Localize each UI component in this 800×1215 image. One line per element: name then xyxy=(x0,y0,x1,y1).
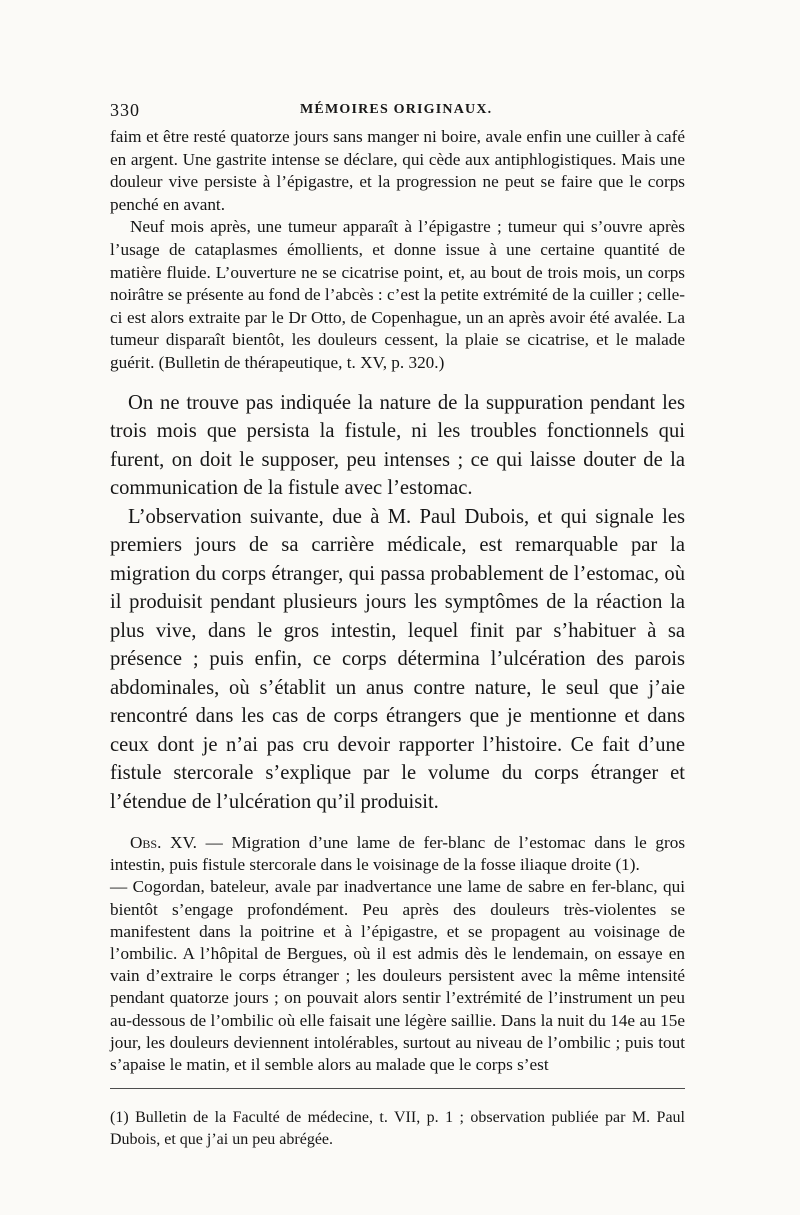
main-text-block xyxy=(110,389,685,817)
paragraph-observation-intro: L’observation suivante, due à M. Paul Dubois, et qui signale les premiers jours de sa carrière médicale, est remarquable par la migration du corps étranger, qui passa probablement de l’estomac, où il produisit pendant plusieurs jours les symptômes de la réaction la plus vive, dans le gros intestin, lequel finit par s’habituer à sa présence ; puis enfin, ce corps détermina l’ulcération des parois abdominales, où s’établit un anus contre nature, le seul que j’aie rencontré dans les cas de corps étrangers que je mentionne et dans ceux dont je n’ai pas cru devoir rapporter l’histoire. Ce fait d’une fistule stercorale s’explique par le volume du corps étranger et l’étendue de l’ulcération qu’il produisit. xyxy=(110,505,685,813)
observation-block xyxy=(110,832,685,1076)
paragraph-continuation: faim et être resté quatorze jours sans manger ni boire, avale enfin une cuiller à café en argent. Une gastrite intense se déclare, qui cède aux antiphlogistiques. Mais une douleur vive persiste à l’épigastre, et la progression ne peut se faire que le corps penché en avant. xyxy=(110,127,685,214)
observation-heading xyxy=(110,832,685,876)
document-page xyxy=(110,96,685,1151)
footnote: (1) Bulletin de la Faculté de médecine, t. VII, p. 1 ; observation publiée par M. Paul Dubois, et que j’ai un peu abrégée. xyxy=(110,1109,685,1149)
page-header xyxy=(110,96,685,122)
running-title: MÉMOIRES ORIGINAUX. xyxy=(300,102,493,117)
observation-text: — Cogordan, bateleur, avale par inadvertance une lame de sabre en fer-blanc, qui bientôt s’engage profondément. Peu après des douleurs très-violentes se manifestent dans la poitrine et à l’épigastre, et se propagent au voisinage de l’ombilic. A l’hôpital de Bergues, où il est admis dès le lendemain, on essaye en vain d’extraire le corps étranger ; les douleurs persistent avec la même intensité pendant quatorze jours ; on pouvait alors sentir l’extrémité de l’instrument un peu au-dessous de l’ombilic où elle faisait une légère saillie. Dans la nuit du 14e au 15e jour, les douleurs deviennent intolérables, surtout au niveau de l’ombilic ; puis tout s’apaise le matin, et il semble alors au malade que le corps s’est xyxy=(110,877,685,1075)
observation-title: — Migration d’une lame de fer-blanc de l’estomac dans le gros intestin, puis fistule stercorale dans le voisinage de la fosse iliaque droite (1). xyxy=(110,833,686,875)
opening-block xyxy=(110,126,685,375)
observation-label: Obs. XV. xyxy=(130,833,197,853)
paragraph-commentary: On ne trouve pas indiquée la nature de la suppuration pendant les trois mois que persista la fistule, ni les troubles fonctionnels qui furent, on doit le supposer, peu intenses ; ce qui laisse douter de la communication de la fistule avec l’estomac. xyxy=(110,391,685,500)
paragraph-case-description: Neuf mois après, une tumeur apparaît à l’épigastre ; tumeur qui s’ouvre après l’usage de cataplasmes émollients, et donne issue à une certaine quantité de matière fluide. L’ouverture ne se cicatrise point, et, au bout de trois mois, un corps noirâtre se présente au fond de l’abcès : c’est la petite extrémité de la cuiller ; celle-ci est alors extraite par le Dr Otto, de Copenhague, un an après avoir été avalée. La tumeur disparaît bientôt, les douleurs cessent, la plaie se cicatrise, et le malade guérit. (Bulletin de thérapeutique, t. XV, p. 320.) xyxy=(110,217,685,372)
page-number: 330 xyxy=(110,100,140,120)
footnote-divider xyxy=(110,1088,685,1089)
